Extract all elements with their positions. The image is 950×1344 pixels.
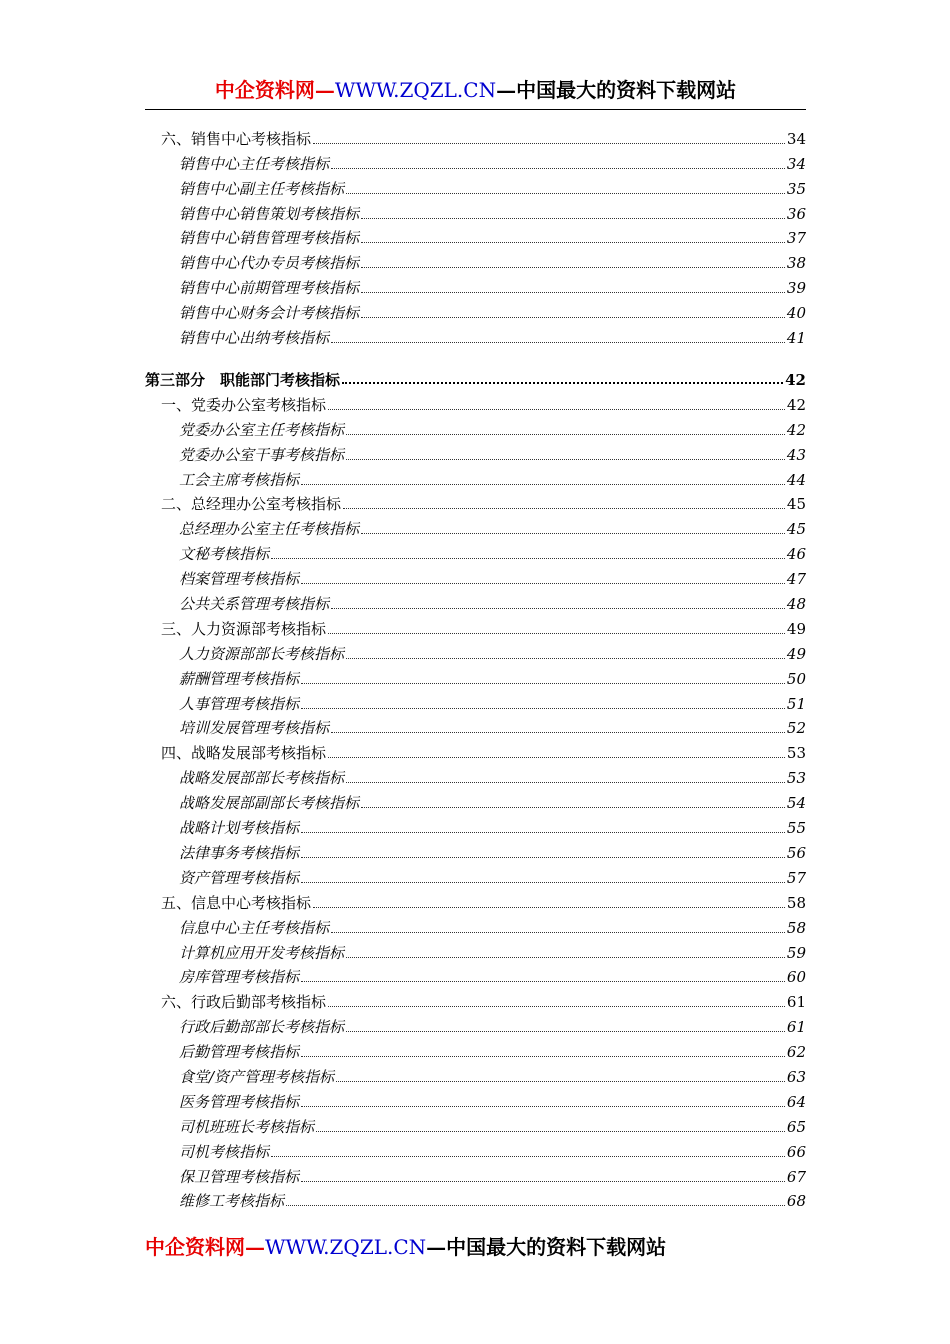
toc-entry[interactable]: [145, 174, 806, 199]
toc-page-number: 67: [786, 1167, 806, 1186]
toc-entry[interactable]: [145, 689, 806, 714]
toc-leader-dots: [361, 533, 785, 534]
toc-leader-dots: [271, 1156, 785, 1157]
toc-page-number: 36: [786, 204, 806, 223]
toc-leader-dots: [361, 807, 785, 808]
toc-leader-dots: [301, 683, 785, 684]
toc-entry-title: 信息中心主任考核指标: [179, 918, 330, 937]
toc-entry-title: 销售中心副主任考核指标: [179, 179, 345, 198]
toc-page-number: 47: [786, 570, 806, 589]
toc-entry-title: 人事管理考核指标: [179, 694, 300, 713]
toc-page-number: 35: [786, 179, 806, 198]
toc-entry-title: 六、销售中心考核指标: [161, 129, 312, 148]
toc-entry[interactable]: [145, 838, 806, 863]
toc-entry[interactable]: [145, 738, 806, 763]
toc-entry-title: 党委办公室主任考核指标: [179, 420, 345, 439]
toc-page-number: 56: [786, 843, 806, 862]
toc-entry-title: 司机考核指标: [179, 1142, 270, 1161]
toc-leader-dots: [331, 932, 785, 933]
toc-entry[interactable]: [145, 913, 806, 938]
toc-entry-title: 战略计划考核指标: [179, 819, 300, 838]
toc-entry-title: 工会主席考核指标: [179, 470, 300, 489]
toc-entry[interactable]: [145, 987, 806, 1012]
toc-part-heading[interactable]: [145, 356, 806, 390]
toc-page-number: 61: [786, 993, 806, 1012]
toc-leader-dots: [328, 409, 785, 410]
toc-leader-dots: [301, 832, 785, 833]
page-header: [145, 76, 806, 104]
table-of-contents: [145, 124, 806, 1211]
toc-entry-title: 薪酬管理考核指标: [179, 669, 300, 688]
toc-entry-title: 保卫管理考核指标: [179, 1167, 300, 1186]
toc-entry-title: 计算机应用开发考核指标: [179, 943, 345, 962]
toc-entry-title: 销售中心代办专员考核指标: [179, 254, 360, 273]
toc-leader-dots: [301, 484, 785, 485]
toc-leader-dots: [328, 633, 785, 634]
toc-entry[interactable]: [145, 248, 806, 273]
toc-entry[interactable]: [145, 323, 806, 348]
toc-leader-dots: [316, 1131, 785, 1132]
toc-leader-dots: [301, 981, 785, 982]
toc-leader-dots: [361, 292, 785, 293]
toc-leader-dots: [361, 242, 785, 243]
toc-leader-dots: [301, 882, 785, 883]
header-site-url[interactable]: WWW.ZQZL.CN: [334, 78, 497, 102]
toc-page-number: 37: [786, 229, 806, 248]
toc-entry[interactable]: [145, 1012, 806, 1037]
toc-entry[interactable]: [145, 1187, 806, 1212]
toc-entry-title: 一、党委办公室考核指标: [161, 395, 327, 414]
toc-leader-dots: [346, 193, 785, 194]
toc-leader-dots: [328, 1006, 785, 1007]
toc-page-number: 38: [786, 254, 806, 273]
toc-leader-dots: [346, 957, 785, 958]
toc-page-number: 49: [786, 619, 806, 638]
toc-page-number: 52: [786, 719, 806, 738]
toc-page-number: 50: [786, 669, 806, 688]
toc-entry-title: 五、信息中心考核指标: [161, 893, 312, 912]
toc-page-number: 61: [786, 1018, 806, 1037]
toc-entry[interactable]: [145, 639, 806, 664]
toc-entry[interactable]: [145, 124, 806, 149]
toc-entry[interactable]: [145, 1087, 806, 1112]
toc-page-number: 51: [786, 694, 806, 713]
toc-leader-dots: [342, 382, 783, 384]
toc-entry[interactable]: [145, 224, 806, 249]
toc-page-number: 34: [786, 154, 806, 173]
toc-entry-title: 销售中心出纳考核指标: [179, 329, 330, 348]
toc-entry[interactable]: [145, 888, 806, 913]
toc-leader-dots: [361, 317, 785, 318]
toc-entry-title: 二、总经理办公室考核指标: [161, 495, 342, 514]
toc-page-number: 46: [786, 545, 806, 564]
toc-entry-title: 司机班班长考核指标: [179, 1117, 315, 1136]
toc-leader-dots: [313, 143, 785, 144]
toc-page-number: 60: [786, 968, 806, 987]
toc-entry-title: 销售中心财务会计考核指标: [179, 304, 360, 323]
toc-page-number: 53: [786, 744, 806, 763]
toc-entry[interactable]: [145, 539, 806, 564]
toc-page-number: 48: [786, 595, 806, 614]
toc-entry[interactable]: [145, 1037, 806, 1062]
toc-entry[interactable]: [145, 614, 806, 639]
toc-entry-title: 医务管理考核指标: [179, 1092, 300, 1111]
toc-leader-dots: [271, 558, 785, 559]
toc-page-number: 66: [786, 1142, 806, 1161]
toc-entry-title: 战略发展部副部长考核指标: [179, 794, 360, 813]
toc-entry[interactable]: [145, 813, 806, 838]
toc-entry-title: 后勤管理考核指标: [179, 1043, 300, 1062]
footer-slogan: —中国最大的资料下载网站: [426, 1235, 667, 1259]
toc-page-number: 39: [786, 279, 806, 298]
toc-leader-dots: [331, 168, 785, 169]
toc-leader-dots: [346, 1031, 785, 1032]
toc-page-number: 45: [786, 520, 806, 539]
toc-leader-dots: [313, 907, 785, 908]
toc-entry-title: 第三部分 职能部门考核指标: [145, 371, 341, 390]
toc-entry[interactable]: [145, 863, 806, 888]
toc-entry-title: 销售中心主任考核指标: [179, 154, 330, 173]
toc-page-number: 54: [786, 794, 806, 813]
toc-entry-title: 人力资源部部长考核指标: [179, 644, 345, 663]
toc-page-number: 58: [786, 893, 806, 912]
toc-entry[interactable]: [145, 763, 806, 788]
toc-entry-title: 销售中心销售管理考核指标: [179, 229, 360, 248]
toc-leader-dots: [346, 782, 785, 783]
toc-entry[interactable]: [145, 465, 806, 490]
toc-page-number: 42: [785, 371, 806, 390]
toc-entry-title: 销售中心前期管理考核指标: [179, 279, 360, 298]
page-footer: [145, 1233, 666, 1261]
toc-entry[interactable]: [145, 199, 806, 224]
toc-page-number: 64: [786, 1092, 806, 1111]
toc-leader-dots: [301, 583, 785, 584]
header-slogan: —中国最大的资料下载网站: [496, 78, 737, 102]
toc-leader-dots: [336, 1081, 785, 1082]
toc-entry[interactable]: [145, 149, 806, 174]
toc-entry[interactable]: [145, 788, 806, 813]
toc-page-number: 59: [786, 943, 806, 962]
toc-entry[interactable]: [145, 1162, 806, 1187]
toc-entry[interactable]: [145, 714, 806, 739]
footer-site-name: 中企资料网—: [145, 1235, 265, 1259]
toc-page-number: 40: [786, 304, 806, 323]
toc-entry-title: 房库管理考核指标: [179, 968, 300, 987]
toc-entry[interactable]: [145, 1062, 806, 1087]
toc-entry-title: 法律事务考核指标: [179, 843, 300, 862]
toc-entry-title: 资产管理考核指标: [179, 868, 300, 887]
toc-leader-dots: [361, 218, 785, 219]
toc-entry-title: 公共关系管理考核指标: [179, 595, 330, 614]
toc-leader-dots: [301, 1181, 785, 1182]
toc-entry-title: 文秘考核指标: [179, 545, 270, 564]
toc-page-number: 49: [786, 644, 806, 663]
toc-page-number: 53: [786, 769, 806, 788]
toc-entry[interactable]: [145, 564, 806, 589]
toc-page-number: 58: [786, 918, 806, 937]
toc-entry-title: 行政后勤部部长考核指标: [179, 1018, 345, 1037]
toc-entry[interactable]: [145, 963, 806, 988]
toc-page-number: 45: [786, 495, 806, 514]
toc-entry-title: 四、战略发展部考核指标: [161, 744, 327, 763]
toc-entry[interactable]: [145, 514, 806, 539]
toc-leader-dots: [331, 732, 785, 733]
toc-leader-dots: [286, 1205, 785, 1206]
toc-entry-title: 三、人力资源部考核指标: [161, 619, 327, 638]
toc-leader-dots: [361, 267, 785, 268]
toc-page-number: 55: [786, 819, 806, 838]
toc-entry-title: 销售中心销售策划考核指标: [179, 204, 360, 223]
footer-site-url[interactable]: WWW.ZQZL.CN: [265, 1235, 427, 1259]
toc-entry[interactable]: [145, 440, 806, 465]
toc-leader-dots: [301, 1106, 785, 1107]
toc-entry-title: 维修工考核指标: [179, 1192, 285, 1211]
toc-leader-dots: [346, 658, 785, 659]
toc-page-number: 42: [786, 395, 806, 414]
toc-entry-title: 总经理办公室主任考核指标: [179, 520, 360, 539]
toc-leader-dots: [301, 708, 785, 709]
toc-leader-dots: [346, 459, 785, 460]
toc-entry[interactable]: [145, 415, 806, 440]
toc-entry[interactable]: [145, 1137, 806, 1162]
toc-entry[interactable]: [145, 490, 806, 515]
toc-leader-dots: [301, 857, 785, 858]
toc-entry[interactable]: [145, 664, 806, 689]
toc-page-number: 44: [786, 470, 806, 489]
toc-entry[interactable]: [145, 589, 806, 614]
toc-leader-dots: [331, 342, 785, 343]
toc-entry-title: 档案管理考核指标: [179, 570, 300, 589]
toc-page-number: 65: [786, 1117, 806, 1136]
toc-page-number: 57: [786, 868, 806, 887]
toc-entry[interactable]: [145, 1112, 806, 1137]
toc-page-number: 62: [786, 1043, 806, 1062]
toc-leader-dots: [343, 508, 785, 509]
toc-entry[interactable]: [145, 298, 806, 323]
toc-page-number: 63: [786, 1067, 806, 1086]
toc-leader-dots: [328, 757, 785, 758]
toc-entry-title: 六、行政后勤部考核指标: [161, 993, 327, 1012]
toc-entry-title: 党委办公室干事考核指标: [179, 445, 345, 464]
toc-entry[interactable]: [145, 390, 806, 415]
toc-page-number: 34: [786, 129, 806, 148]
toc-entry-title: 战略发展部部长考核指标: [179, 769, 345, 788]
toc-leader-dots: [301, 1056, 785, 1057]
toc-entry-title: 培训发展管理考核指标: [179, 719, 330, 738]
header-divider: [145, 109, 806, 110]
toc-leader-dots: [346, 434, 785, 435]
toc-page-number: 68: [786, 1192, 806, 1211]
toc-page-number: 42: [786, 420, 806, 439]
toc-entry[interactable]: [145, 273, 806, 298]
toc-entry-title: 食堂/资产管理考核指标: [179, 1067, 335, 1086]
toc-leader-dots: [331, 608, 785, 609]
toc-page-number: 41: [786, 329, 806, 348]
toc-page-number: 43: [786, 445, 806, 464]
toc-entry[interactable]: [145, 938, 806, 963]
header-site-name: 中企资料网—: [214, 78, 335, 102]
